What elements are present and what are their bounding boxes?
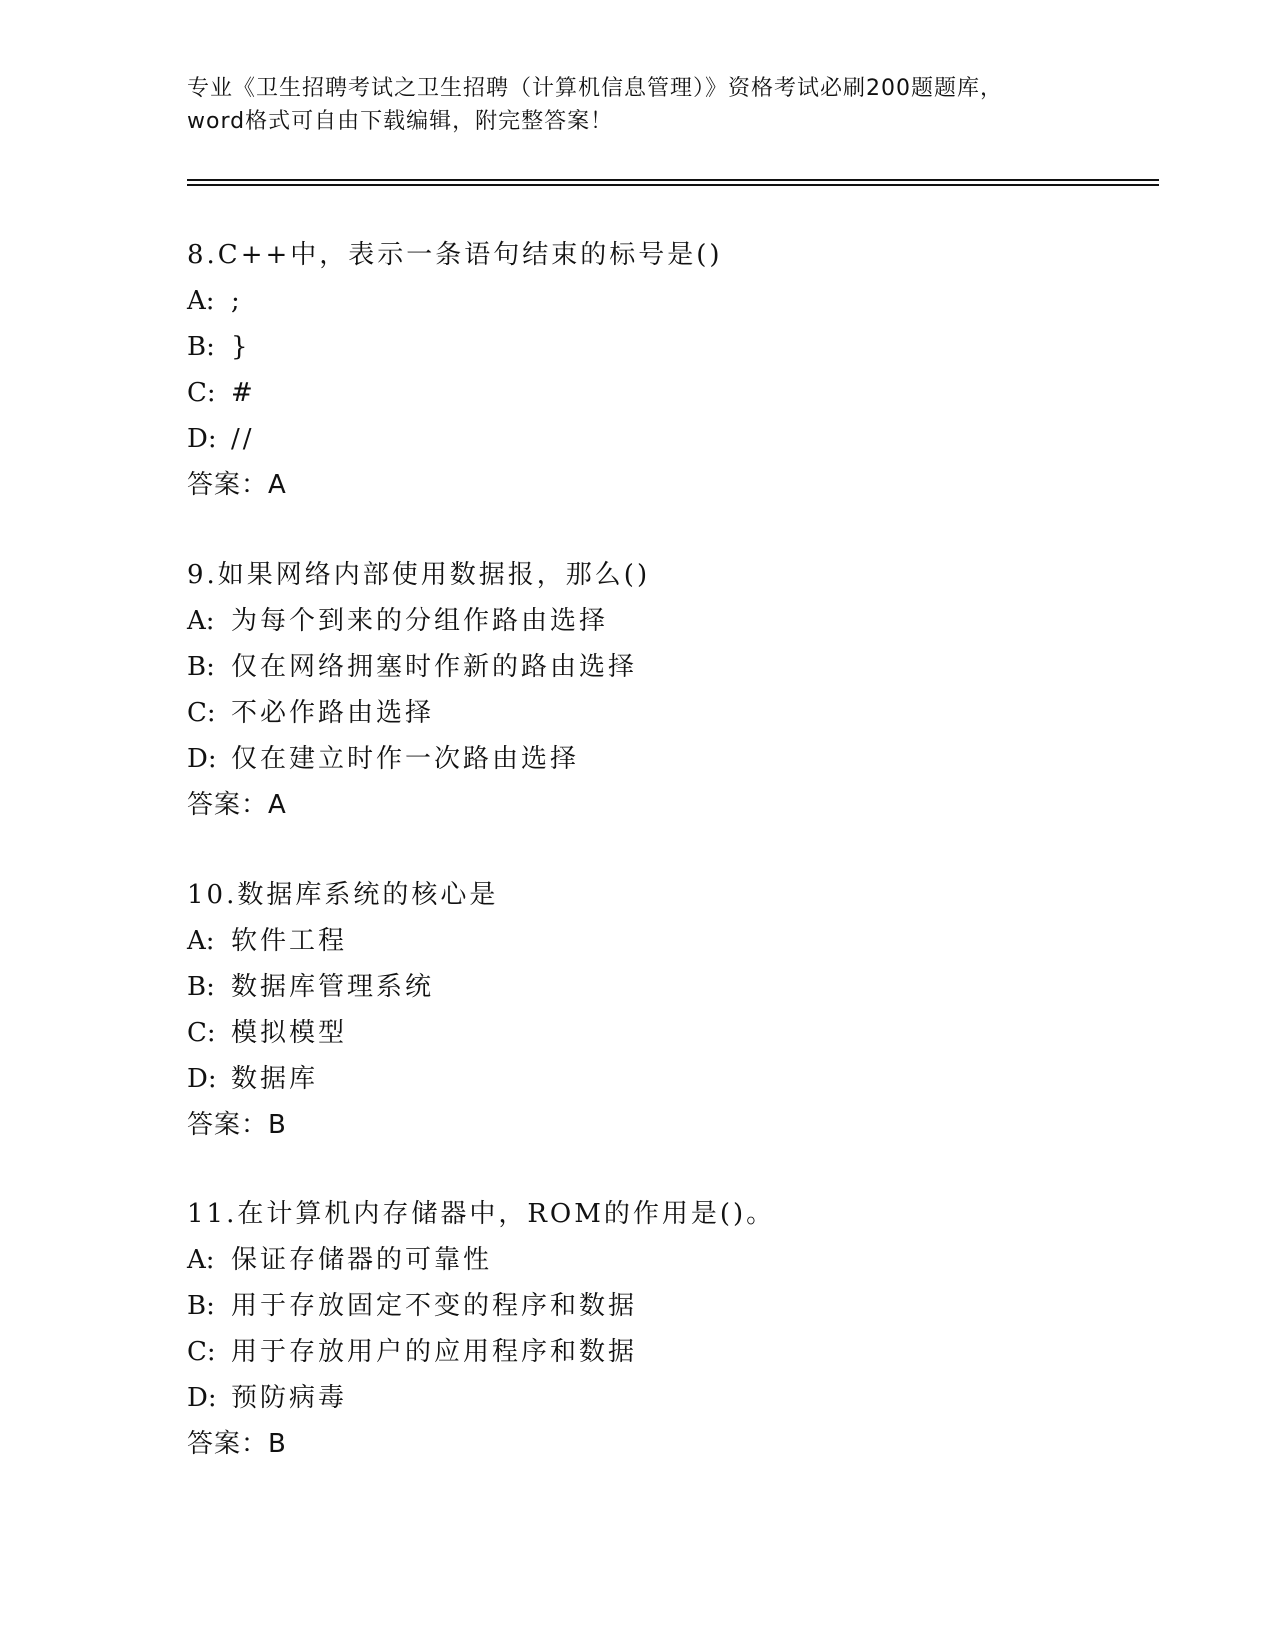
option-label: C: (187, 1018, 216, 1048)
option-b (187, 964, 1087, 1010)
option-label: B: (187, 972, 215, 1002)
option-a (187, 278, 1087, 324)
header-divider-top (187, 179, 1159, 181)
option-text: 为每个到来的分组作路由选择 (231, 606, 609, 636)
option-a (187, 1237, 1087, 1283)
question-title: 10.数据库系统的核心是 (187, 880, 499, 910)
option-text: 模拟模型 (231, 1018, 348, 1048)
option-text: 用于存放用户的应用程序和数据 (231, 1337, 638, 1367)
option-d (187, 736, 1087, 782)
answer: 答案：B (187, 1110, 287, 1140)
option-text: 不必作路由选择 (231, 698, 435, 728)
option-label: B: (187, 332, 215, 362)
option-label: A: (187, 606, 215, 636)
option-d (187, 1056, 1087, 1102)
question-11 (187, 1191, 1087, 1467)
option-label: C: (187, 378, 216, 408)
answer: 答案：A (187, 470, 287, 500)
option-text: 预防病毒 (231, 1383, 348, 1413)
option-label: D: (187, 1383, 217, 1413)
question-title: 9.如果网络内部使用数据报，那么() (187, 560, 651, 590)
document-header (187, 72, 1087, 138)
question-title: 8.C++中，表示一条语句结束的标号是() (187, 240, 723, 270)
option-label: B: (187, 1291, 215, 1321)
option-label: B: (187, 652, 215, 682)
option-b (187, 644, 1087, 690)
header-divider-bottom (187, 184, 1159, 186)
option-text: 数据库 (231, 1064, 319, 1094)
answer: 答案：B (187, 1429, 287, 1459)
option-label: A: (187, 926, 215, 956)
option-c (187, 1329, 1087, 1375)
option-text: 用于存放固定不变的程序和数据 (231, 1291, 638, 1321)
option-text: 仅在网络拥塞时作新的路由选择 (231, 652, 638, 682)
answer: 答案：A (187, 790, 287, 820)
header-line-2: word格式可自由下载编辑，附完整答案！ (187, 109, 614, 134)
option-text: 保证存储器的可靠性 (231, 1245, 493, 1275)
option-label: D: (187, 1064, 217, 1094)
option-label: C: (187, 698, 216, 728)
option-text: # (231, 378, 256, 408)
option-d (187, 416, 1087, 462)
option-c (187, 690, 1087, 736)
option-label: D: (187, 744, 217, 774)
option-label: C: (187, 1337, 216, 1367)
option-text: 软件工程 (231, 926, 348, 956)
option-d (187, 1375, 1087, 1421)
question-8 (187, 232, 1087, 508)
option-b (187, 1283, 1087, 1329)
option-text: 仅在建立时作一次路由选择 (231, 744, 580, 774)
question-10 (187, 872, 1087, 1148)
option-text: 数据库管理系统 (231, 972, 435, 1002)
option-c (187, 1010, 1087, 1056)
question-title: 11.在计算机内存储器中，ROM的作用是()。 (187, 1199, 776, 1229)
option-b (187, 324, 1087, 370)
question-9 (187, 552, 1087, 828)
option-a (187, 598, 1087, 644)
header-line-1: 专业《卫生招聘考试之卫生招聘（计算机信息管理）》资格考试必刷200题题库， (187, 76, 1003, 101)
option-a (187, 918, 1087, 964)
option-label: A: (187, 286, 215, 316)
option-text: // (231, 424, 255, 454)
option-label: D: (187, 424, 217, 454)
option-text: ; (231, 286, 243, 316)
option-text: } (231, 332, 251, 362)
option-label: A: (187, 1245, 215, 1275)
option-c (187, 370, 1087, 416)
